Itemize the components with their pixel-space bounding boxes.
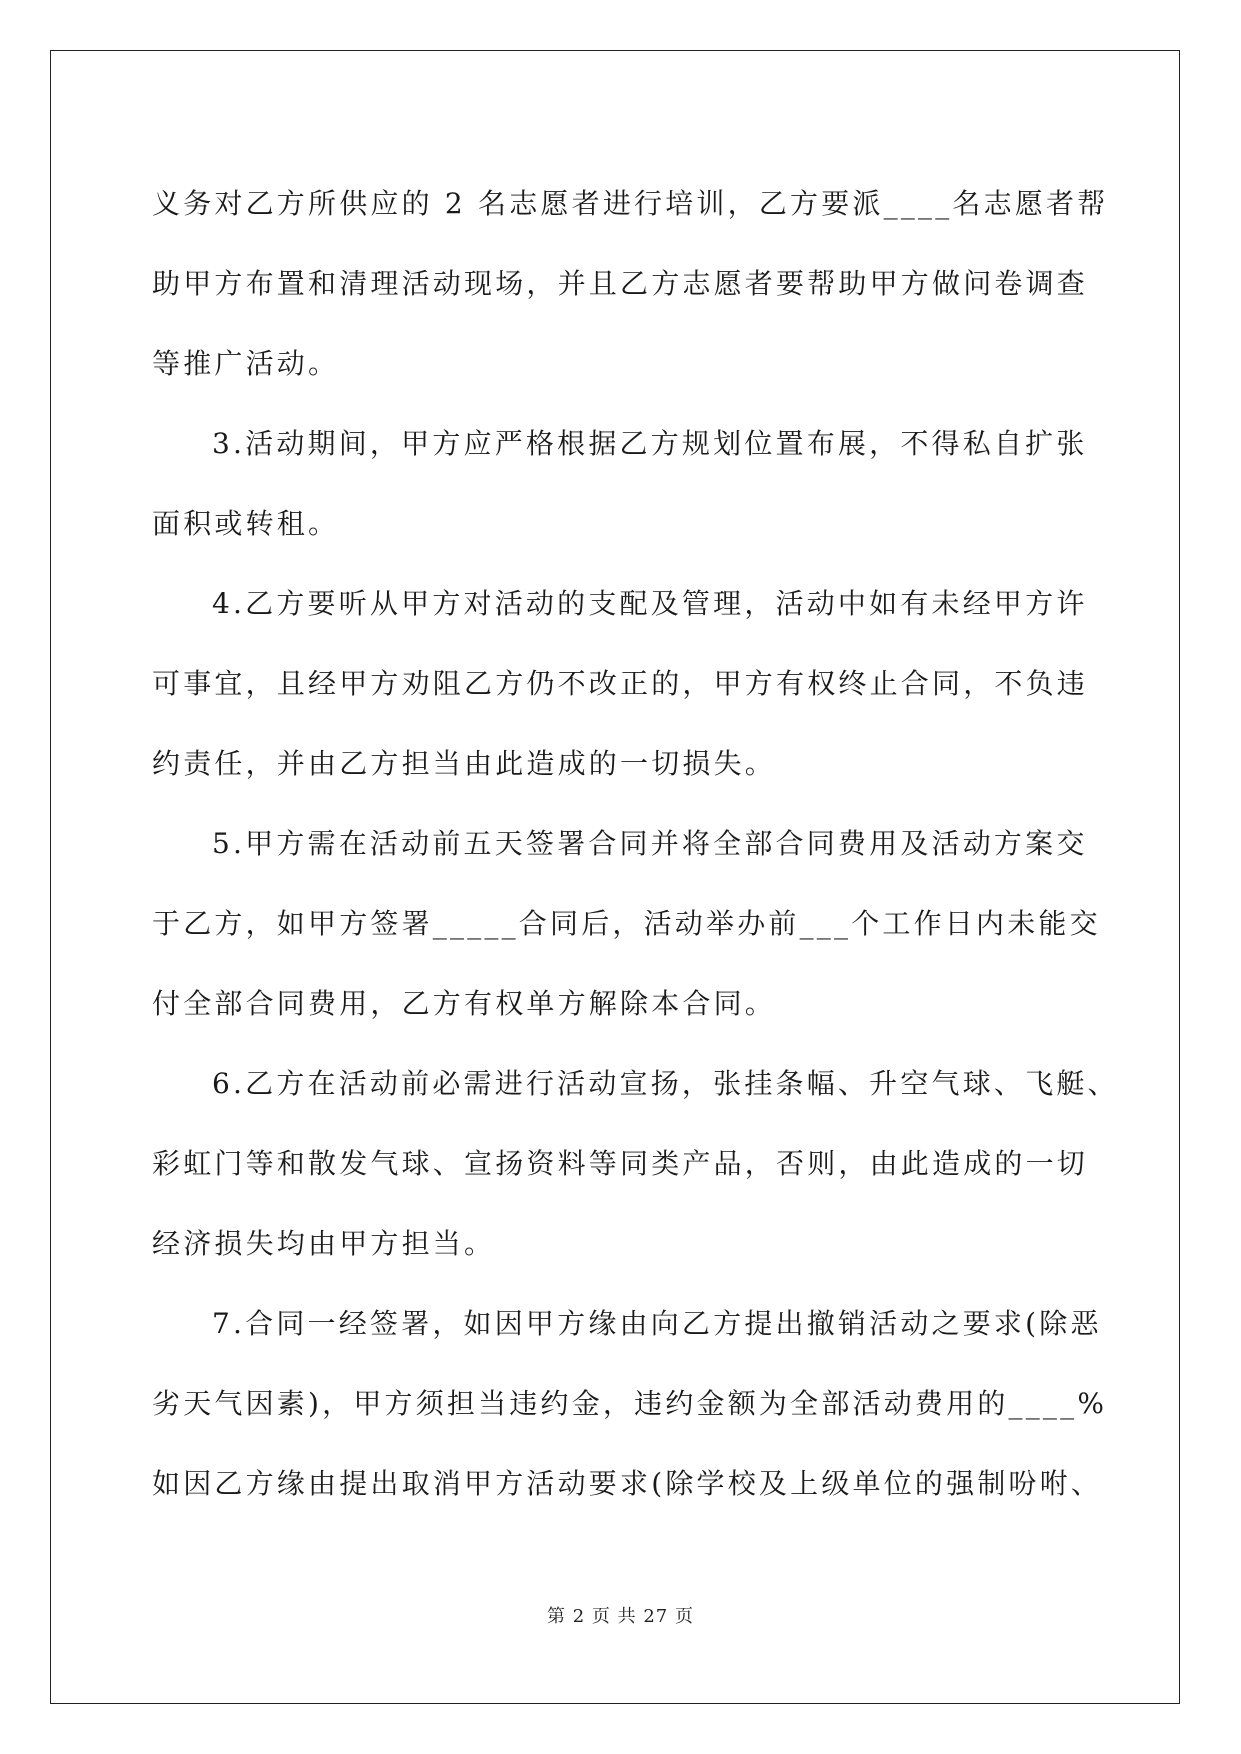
text-line: 劣天气因素)，甲方须担当违约金，违约金额为全部活动费用的____% — [152, 1387, 1108, 1420]
text-line: 于乙方，如甲方签署_____合同后，活动举办前___个工作日内未能交 — [152, 907, 1101, 940]
text-line: 等推广活动。 — [152, 347, 340, 380]
text-line: 义务对乙方所供应的 2 名志愿者进行培训，乙方要派____名志愿者帮 — [152, 187, 1109, 220]
text-line: 经济损失均由甲方担当。 — [152, 1227, 496, 1260]
text-line: 助甲方布置和清理活动现场，并且乙方志愿者要帮助甲方做问卷调查 — [152, 267, 1089, 300]
clause-6-line: 6.乙方在活动前必需进行活动宣扬，张挂条幅、升空气球、飞艇、 — [212, 1067, 1119, 1100]
text-line: 约责任，并由乙方担当由此造成的一切损失。 — [152, 747, 777, 780]
text-line: 可事宜，且经甲方劝阻乙方仍不改正的，甲方有权终止合同，不负违 — [152, 667, 1089, 700]
clause-7-line: 7.合同一经签署，如因甲方缘由向乙方提出撤销活动之要求(除恶 — [212, 1307, 1102, 1340]
text-line: 如因乙方缘由提出取消甲方活动要求(除学校及上级单位的强制吩咐、 — [152, 1467, 1103, 1500]
clause-4-line: 4.乙方要听从甲方对活动的支配及管理，活动中如有未经甲方许 — [212, 587, 1088, 620]
clause-3-line: 3.活动期间，甲方应严格根据乙方规划位置布展，不得私自扩张 — [212, 427, 1088, 460]
text-line: 彩虹门等和散发气球、宣扬资料等同类产品，否则，由此造成的一切 — [152, 1147, 1089, 1180]
text-line: 付全部合同费用，乙方有权单方解除本合同。 — [152, 987, 777, 1020]
clause-5-line: 5.甲方需在活动前五天签署合同并将全部合同费用及活动方案交 — [212, 827, 1088, 860]
page-number-footer: 第 2 页 共 27 页 — [547, 1606, 694, 1627]
document-body — [152, 164, 1119, 1524]
text-line: 面积或转租。 — [152, 507, 340, 540]
